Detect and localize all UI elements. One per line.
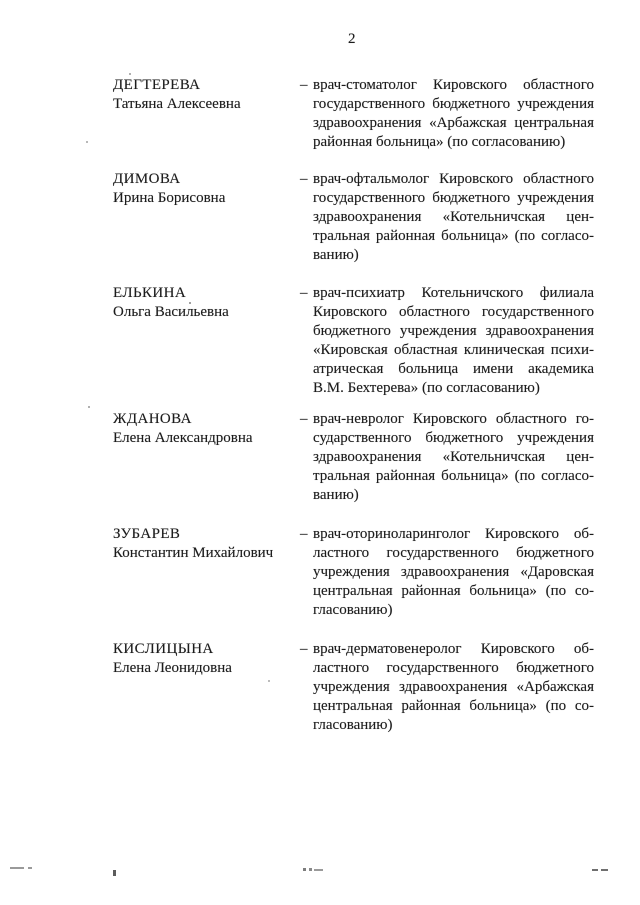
description-line: врач-невролог Кировского областного го-: [313, 411, 594, 427]
dash-separator: –: [300, 285, 308, 301]
dash-separator: –: [300, 77, 308, 93]
description-line: врач-офтальмолог Кировского областного: [313, 171, 594, 187]
person-given-names: Ольга Васильевна: [113, 304, 229, 320]
person-name: [113, 640, 300, 678]
description-text: [313, 284, 594, 398]
person-name: [113, 170, 300, 208]
person-name: [113, 284, 300, 322]
description-line: врач-оториноларинголог Кировского об-: [313, 526, 594, 542]
description-line: ластного государственного бюджетного: [313, 660, 594, 676]
list-entry: [113, 284, 594, 398]
dash-separator: –: [300, 171, 308, 187]
description-line: здравоохранения «Арбажская центральная: [313, 115, 594, 131]
scan-artifact: [601, 869, 608, 871]
description-line: «Кировская областная клиническая психи-: [313, 342, 594, 358]
scan-speck: [189, 302, 191, 304]
description-line: сударственного бюджетного учреждения: [313, 430, 594, 446]
person-surname: ЗУБАРЕВ: [113, 526, 181, 542]
scan-artifact: [314, 869, 323, 871]
description-line: тральная районная больница» (по согласо-: [313, 468, 594, 484]
description-line: центральная районная больница» (по со-: [313, 583, 594, 599]
description-text: [313, 410, 594, 505]
description-text: [313, 525, 594, 620]
description-line: врач-стоматолог Кировского областного: [313, 77, 594, 93]
list-entry: [113, 170, 594, 265]
scan-speck: [268, 680, 270, 682]
list-entry: [113, 640, 594, 735]
person-description: [300, 170, 594, 265]
person-name: [113, 76, 300, 114]
person-surname: ЕЛЬКИНА: [113, 285, 187, 301]
description-line: В.М. Бехтерева» (по согласованию): [313, 380, 540, 396]
person-description: [300, 640, 594, 735]
description-line: гласованию): [313, 717, 393, 733]
description-text: [313, 640, 594, 735]
description-line: здравоохранения «Котельничская цен-: [313, 449, 594, 465]
page-number: 2: [348, 31, 356, 47]
description-line: гласованию): [313, 602, 393, 618]
description-line: ванию): [313, 247, 359, 263]
person-given-names: Елена Леонидовна: [113, 660, 232, 676]
person-surname: ДЕГТЕРЕВА: [113, 77, 201, 93]
person-surname: ДИМОВА: [113, 171, 181, 187]
person-description: [300, 76, 594, 152]
person-surname: ЖДАНОВА: [113, 411, 192, 427]
list-entry: [113, 76, 594, 152]
description-line: государственного бюджетного учреждения: [313, 96, 594, 112]
person-name: [113, 410, 300, 448]
description-line: учреждения здравоохранения «Даровская: [313, 564, 594, 580]
list-entry: [113, 525, 594, 620]
scan-speck: [86, 141, 88, 143]
dash-separator: –: [300, 641, 308, 657]
person-description: [300, 525, 594, 620]
person-given-names: Ирина Борисовна: [113, 190, 226, 206]
scan-artifact: [309, 868, 312, 871]
description-line: ванию): [313, 487, 359, 503]
dash-separator: –: [300, 526, 308, 542]
description-line: врач-дерматовенеролог Кировского об-: [313, 641, 594, 657]
description-line: государственного бюджетного учреждения: [313, 190, 594, 206]
scan-artifact: [10, 867, 24, 869]
description-line: атрическая больница имени академика: [313, 361, 594, 377]
person-description: [300, 410, 594, 505]
description-line: учреждения здравоохранения «Арбажская: [313, 679, 594, 695]
description-line: районная больница» (по согласованию): [313, 134, 566, 150]
person-given-names: Елена Александровна: [113, 430, 253, 446]
person-name: [113, 525, 300, 563]
description-line: Кировского областного государственного: [313, 304, 594, 320]
scan-speck: [129, 73, 131, 75]
scan-artifact: [28, 867, 32, 869]
person-given-names: Константин Михайлович: [113, 545, 274, 561]
person-description: [300, 284, 594, 398]
scan-artifact: [303, 868, 306, 871]
scan-artifact: [592, 869, 598, 871]
description-line: тральная районная больница» (по согласо-: [313, 228, 594, 244]
description-text: [313, 76, 594, 152]
dash-separator: –: [300, 411, 308, 427]
description-line: бюджетного учреждения здравоохранения: [313, 323, 594, 339]
person-given-names: Татьяна Алексеевна: [113, 96, 241, 112]
list-entry: [113, 410, 594, 505]
description-line: врач-психиатр Котельничского филиала: [313, 285, 594, 301]
scan-artifact: [113, 870, 116, 876]
appointments-list: [113, 76, 594, 735]
description-line: центральная районная больница» (по со-: [313, 698, 594, 714]
description-line: здравоохранения «Котельничская цен-: [313, 209, 594, 225]
description-line: ластного государственного бюджетного: [313, 545, 594, 561]
person-surname: КИСЛИЦЫНА: [113, 641, 214, 657]
description-text: [313, 170, 594, 265]
scan-speck: [88, 406, 90, 408]
